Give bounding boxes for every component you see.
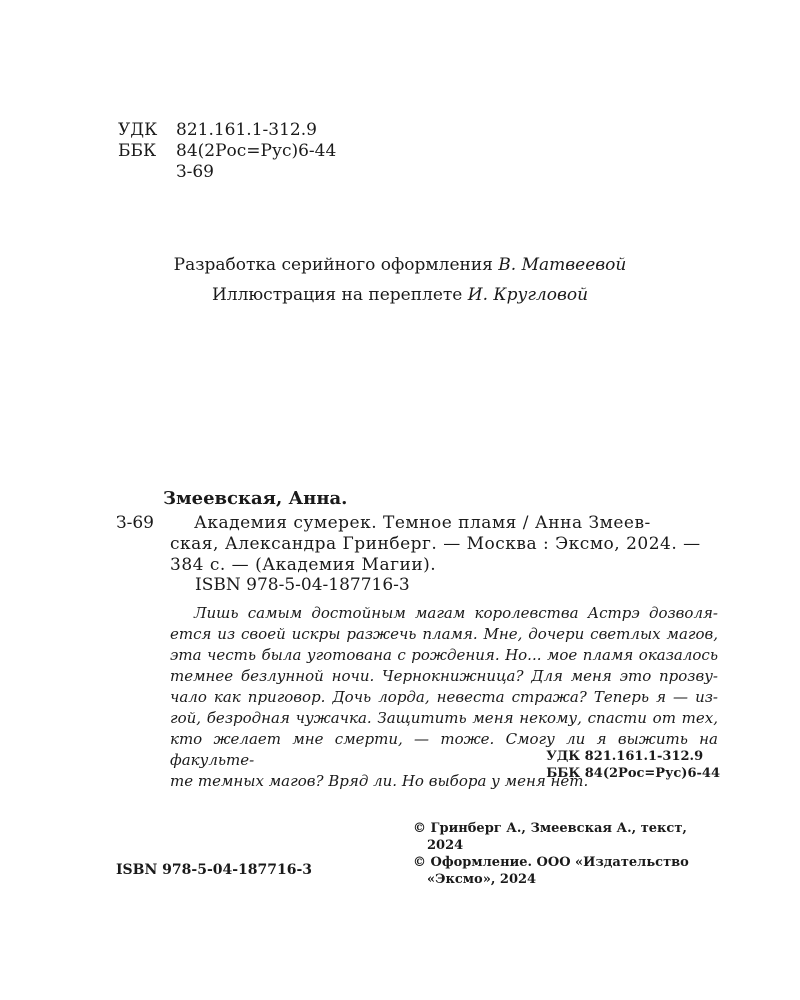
- series-design-name: В. Матвеевой: [498, 255, 627, 275]
- cover-illustration-text: Иллюстрация на переплете: [211, 285, 463, 305]
- copyright-text-line: © Гринберг А., Змеевская А., текст,: [413, 821, 687, 836]
- author-mark: З-69: [176, 162, 214, 182]
- author-mark-row: [118, 162, 336, 183]
- copyright-block: [413, 820, 689, 888]
- udk-row: [118, 120, 336, 141]
- udk-value: 821.161.1-312.9: [176, 120, 317, 140]
- annotation-line: кто желает мне смерти, — тоже. Смогу ли я выжить на факульте-: [170, 730, 718, 769]
- isbn-bottom: ISBN 978-5-04-187716-3: [116, 862, 313, 878]
- annotation-line: Лишь самым достойным магам королевства Астрэ дозволя-: [194, 604, 718, 622]
- annotation-line: гой, безродная чужачка. Защитить меня некому, спасти от тех,: [170, 709, 718, 727]
- series-design-text: Разработка серийного оформления: [173, 255, 493, 275]
- cover-illustration-name: И. Кругловой: [467, 285, 589, 305]
- bbk-label: ББК: [118, 141, 157, 161]
- bbk-value: 84(2Рос=Рус)6-44: [176, 141, 337, 161]
- copyright-publisher: «Эксмо», 2024: [427, 872, 537, 887]
- catalog-description: [170, 513, 718, 576]
- codes-block-bbk: ББК 84(2Рос=Рус)6-44: [546, 766, 720, 781]
- annotation-line: темнее безлунной ночи. Чернокнижница? Для меня это прозву-: [170, 667, 718, 685]
- catalog-line: 384 с. — (Академия Магии).: [170, 555, 437, 575]
- annotation-line: эта честь была уготована с рождения. Но... мое пламя оказалось: [170, 646, 718, 664]
- catalog-mark: З-69: [116, 513, 154, 533]
- annotation-line: чало как приговор. Дочь лорда, невеста стража? Теперь я — из-: [170, 688, 718, 706]
- copyright-year: 2024: [427, 838, 464, 853]
- catalog-isbn: ISBN 978-5-04-187716-3: [195, 575, 410, 595]
- catalog-line: Академия сумерек. Темное пламя / Анна Змеев-: [194, 513, 651, 533]
- copyright-design-line: © Оформление. ООО «Издательство: [413, 855, 689, 870]
- codes-block-udk: УДК 821.161.1-312.9: [546, 749, 704, 764]
- udk-label: УДК: [118, 120, 158, 140]
- bbk-row: [118, 141, 336, 162]
- codes-block: [546, 748, 720, 782]
- catalog-author: Змеевская, Анна.: [163, 488, 348, 509]
- annotation-line: те темных магов? Вряд ли. Но выбора у меня нет.: [170, 772, 589, 790]
- series-design-credit: [0, 255, 800, 275]
- catalog-line: ская, Александра Гринберг. — Москва : Эксмо, 2024. —: [170, 534, 701, 554]
- annotation-line: ется из своей искры разжечь пламя. Мне, дочери светлых магов,: [170, 625, 718, 643]
- classification-codes: [118, 120, 336, 183]
- cover-illustration-credit: [0, 285, 800, 305]
